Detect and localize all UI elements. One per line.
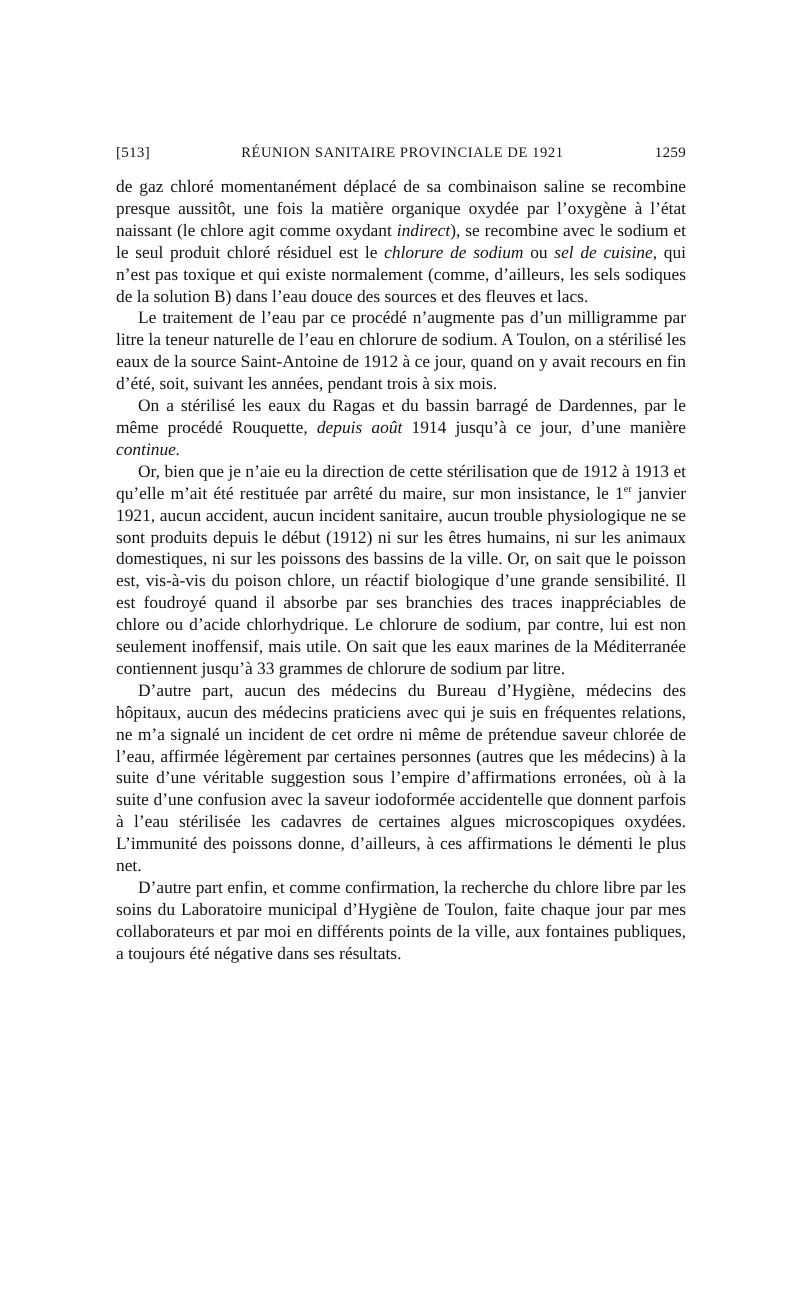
text-run: On a stérilisé les eaux du Ragas et du bassin barragé de Dardennes, par le même procédé Rouquette, bbox=[116, 395, 686, 437]
italic-text: continue. bbox=[116, 438, 181, 459]
text-run: ou bbox=[523, 241, 555, 262]
text-run: de gaz chloré momentanément déplacé de sa combinaison saline se recombine presque aussitôt, une fois la matière organique oxydée par l’oxygène à l’état naissant (le chlore agit comme oxydant bbox=[116, 176, 686, 240]
text-run: , qui n’est pas toxique et qui existe normalement (comme, d’ailleurs, les sels sodiques de la solution B) dans l’eau douce des sources et des fleuves et lacs. bbox=[116, 241, 686, 306]
italic-text: depuis août bbox=[316, 416, 403, 437]
text-run: janvier 1921, aucun accident, aucun incident sanitaire, aucun trouble physiologique ne se sont produits depuis le début (1912) ni sur les êtres humains, ni sur les animaux domestiques, ni sur les poissons des bassins de la ville. Or, on sait que le poisson est, vis-à-vis du poison chlore, un réactif biologique d’une grande sensibilité. Il est foudroyé quand il absorbe par ses branchies des traces inappréciables de chlore ou d’acide chlorhydrique. Le chlorure de sodium, par contre, lui est non seulement inoffensif, mais utile. On sait que les eaux marines de la Méditerranée contiennent jusqu’à 33 grammes de chlorure de sodium par litre. bbox=[116, 482, 686, 678]
paragraph bbox=[116, 395, 686, 461]
page-reference: [513] bbox=[116, 145, 150, 161]
paragraph bbox=[116, 307, 686, 395]
text-run: 1914 jusqu’à ce jour, d’une manière bbox=[402, 416, 687, 437]
italic-text: sel de cuisine bbox=[554, 241, 653, 262]
running-header bbox=[116, 145, 686, 162]
paragraph bbox=[116, 680, 686, 877]
text-run: D’autre part enfin, et comme confirmation, la recherche du chlore libre par les soins du Laboratoire municipal d’Hygiène de Toulon, faite chaque jour par mes collaborateurs et par moi en différents points de la ville, aux fontaines publiques, a toujours été négative dans ses résultats. bbox=[116, 877, 686, 963]
paragraph bbox=[116, 176, 686, 307]
running-title: RÉUNION SANITAIRE PROVINCIALE DE 1921 bbox=[241, 145, 564, 161]
body-text bbox=[116, 176, 686, 965]
text-run: ), se recombine avec le sodium et le seul produit chloré résiduel est le bbox=[116, 219, 686, 262]
text-run: Le traitement de l’eau par ce procédé n’augmente pas d’un milligramme par litre la teneur naturelle de l’eau en chlorure de sodium. A Toulon, on a stérilisé les eaux de la source Saint-Antoine de 1912 à ce jour, quand on y avait recours en fin d’été, soit, suivant les années, pendant trois à six mois. bbox=[116, 307, 686, 394]
paragraph bbox=[116, 461, 686, 680]
page-number: 1259 bbox=[654, 145, 686, 161]
page-content bbox=[116, 145, 686, 965]
italic-text: indirect bbox=[396, 219, 451, 240]
text-run: D’autre part, aucun des médecins du Bureau d’Hygiène, médecins des hôpitaux, aucun des médecins praticiens avec qui je suis en fréquentes relations, ne m’a signalé un incident de cet ordre ni même de prétendue saveur chlorée de l’eau, affirmée légèrement par certaines personnes (autres que les médecins) à la suite d’une véritable suggestion sous l’empire d’affirmations erronées, où à la suite d’une confusion avec la saveur iodoformée accidentelle que donnent parfois à l’eau stérilisée les cadavres de certaines algues microscopiques oxydées. L’immunité des poissons donne, d’ailleurs, à ces affirmations le démenti le plus net. bbox=[116, 679, 686, 876]
superscript: er bbox=[623, 483, 632, 495]
italic-text: chlorure de sodium bbox=[384, 241, 524, 262]
text-run: Or, bien que je n’aie eu la direction de cette stérilisation que de 1912 à 1913 et qu’elle m’ait été restituée par arrêté du maire, sur mon insistance, le 1 bbox=[116, 460, 686, 503]
paragraph bbox=[116, 877, 686, 965]
